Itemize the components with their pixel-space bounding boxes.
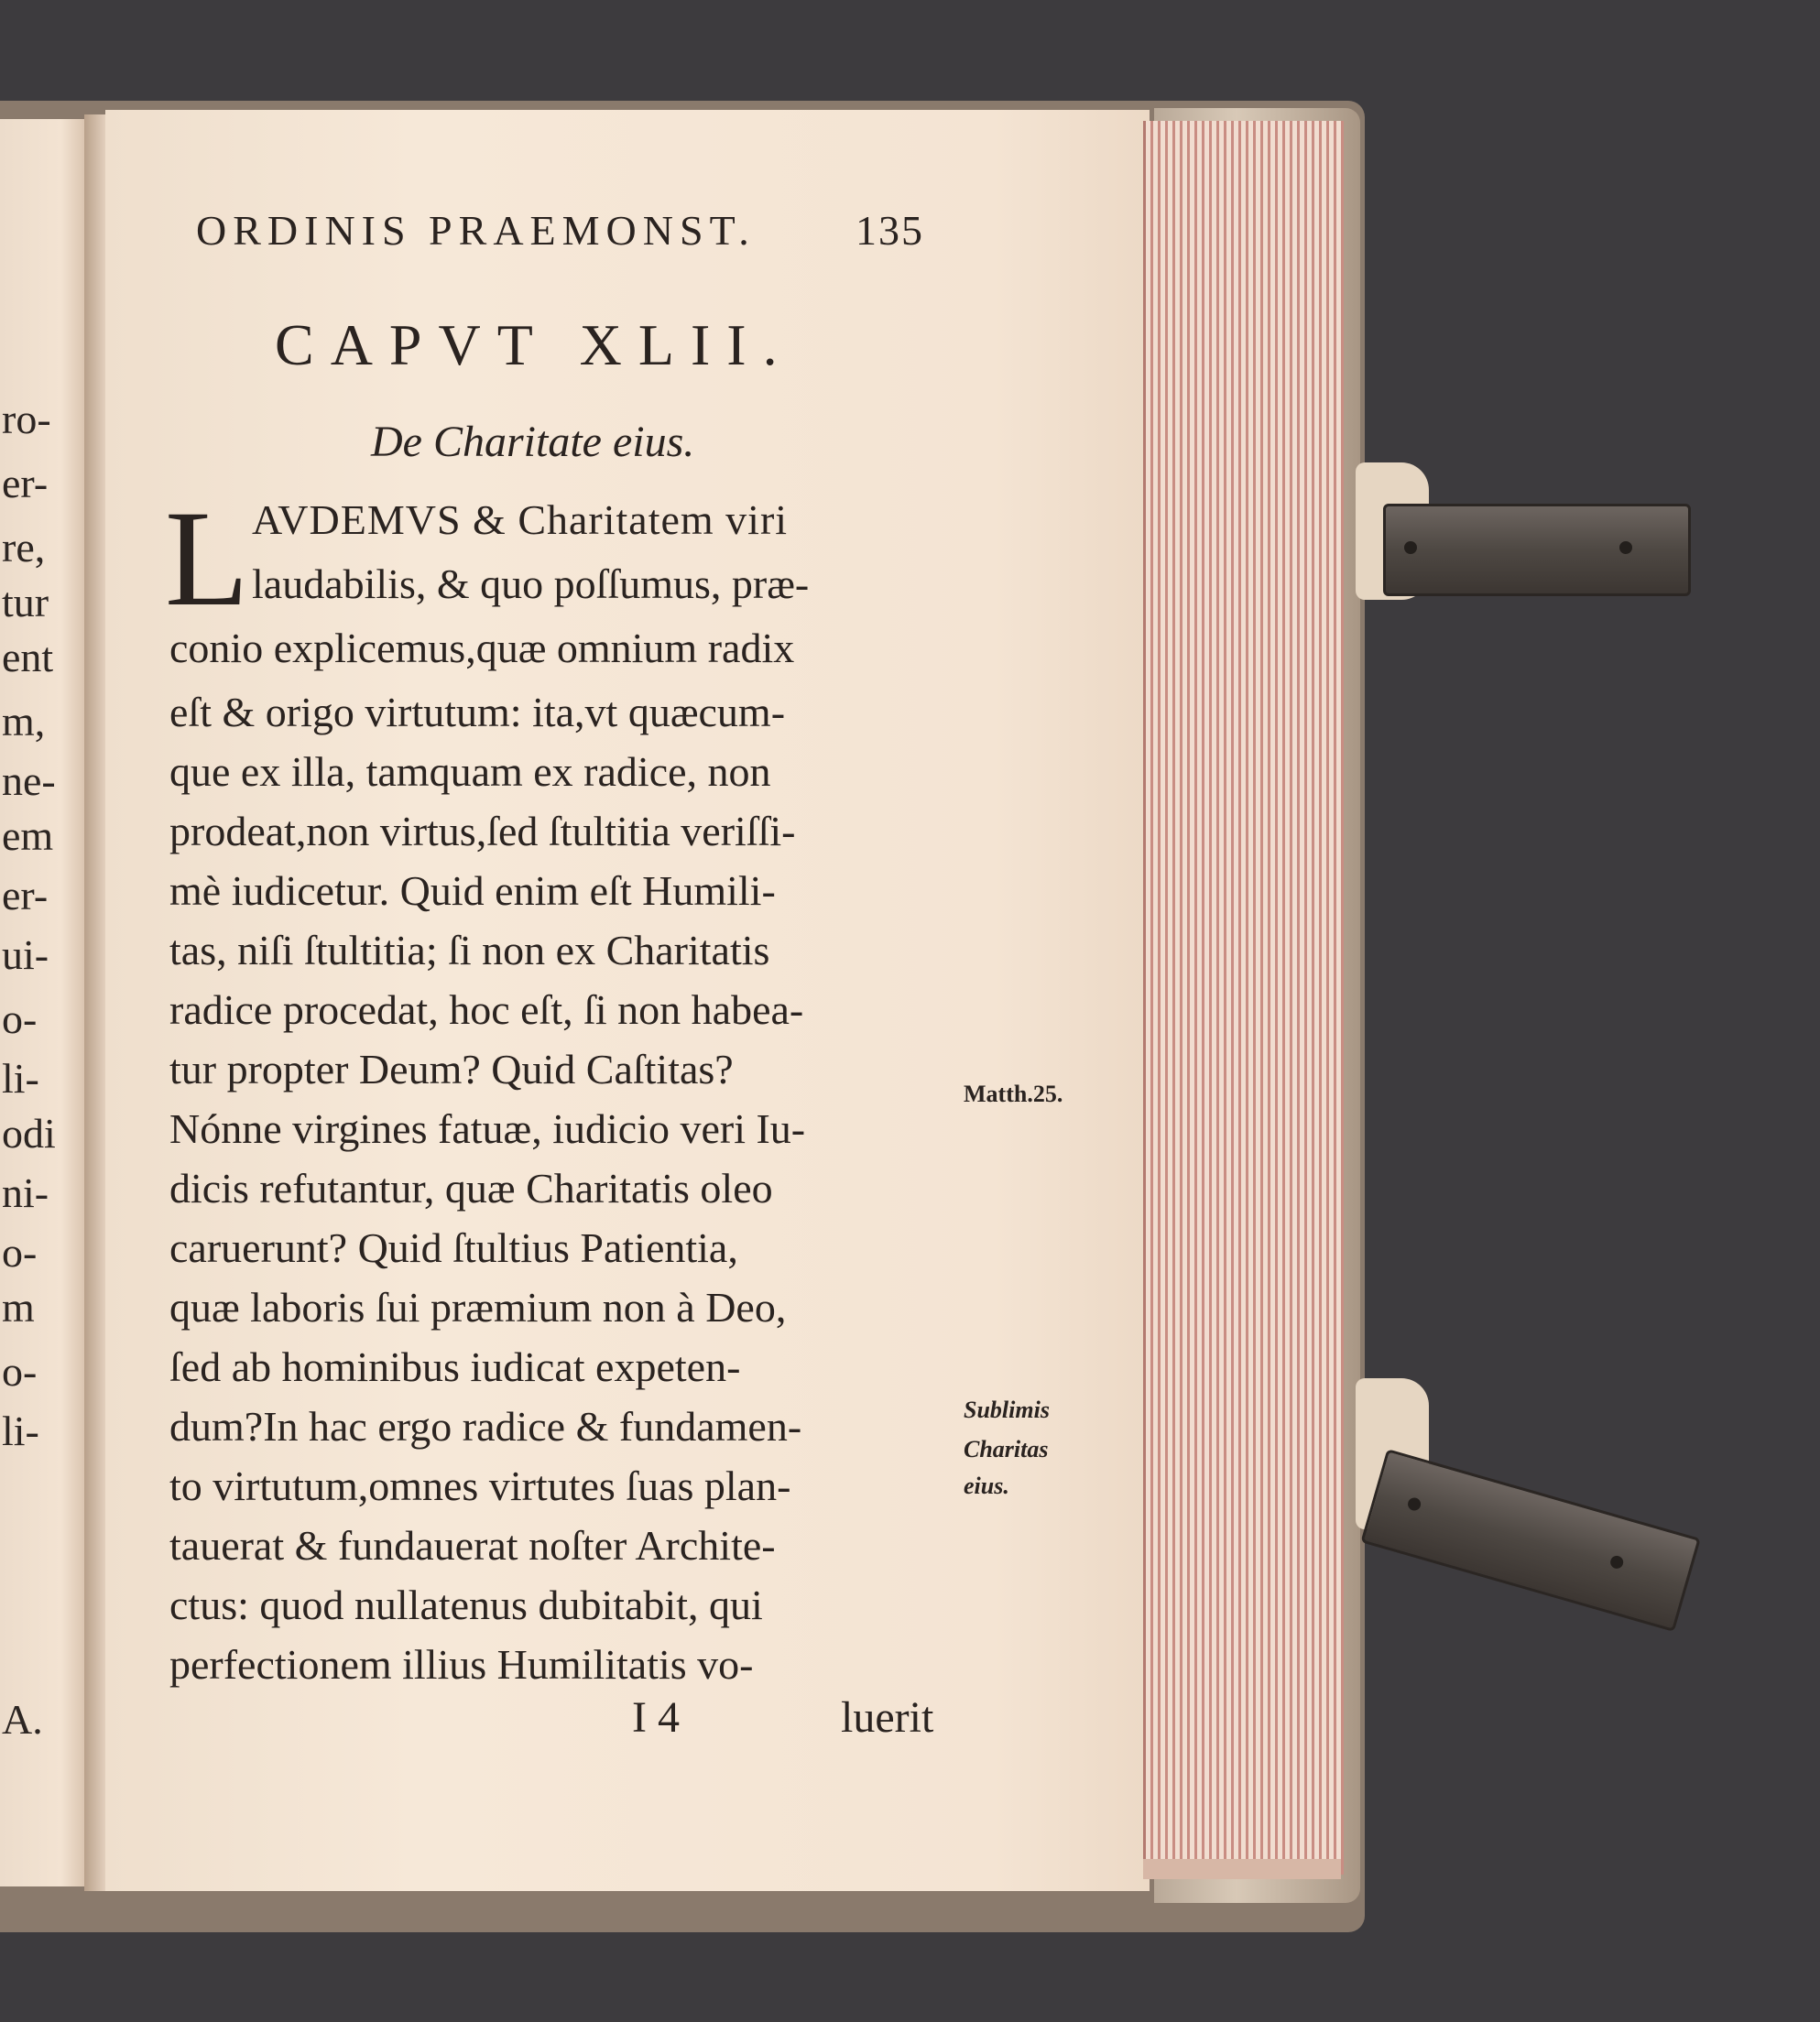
signature-mark: I 4 bbox=[632, 1693, 680, 1742]
left-page-fragment: ent bbox=[2, 634, 54, 680]
running-head-title: ORDINIS PRAEMONST. bbox=[196, 207, 756, 254]
body-line: perfectionem illius Humilitatis vo- bbox=[169, 1641, 754, 1688]
body-line: dum?In hac ergo radice & fundamen- bbox=[169, 1403, 802, 1450]
left-page-fragment: tur bbox=[2, 579, 49, 625]
chapter-subtitle: De Charitate eius. bbox=[371, 418, 695, 466]
body-line: laudabilis, & quo poſſumus, præ- bbox=[252, 560, 810, 607]
left-page-fragment: ni- bbox=[2, 1169, 49, 1216]
left-page-fragment: odi bbox=[2, 1110, 56, 1157]
body-line: Nónne virgines fatuæ, iudicio veri Iu- bbox=[169, 1105, 806, 1152]
body-line: caruerunt? Quid ſtultius Patientia, bbox=[169, 1224, 738, 1271]
left-page-fragment: em bbox=[2, 812, 54, 859]
chapter-title: CAPVT XLII. bbox=[275, 312, 794, 377]
body-line: tur propter Deum? Quid Caſtitas? bbox=[169, 1046, 734, 1093]
left-page-fragment: li- bbox=[2, 1055, 39, 1102]
left-page-fragment: li- bbox=[2, 1408, 39, 1454]
body-line: radice procedat, hoc eſt, ſi non habea- bbox=[169, 986, 804, 1033]
body-line: ctus: quod nullatenus dubitabit, qui bbox=[169, 1582, 763, 1628]
left-page-fragment: er- bbox=[2, 872, 49, 919]
body-line: conio explicemus,quæ omnium radix bbox=[169, 625, 795, 671]
left-page-fragment: ne- bbox=[2, 757, 56, 804]
left-page-fragment: er- bbox=[2, 460, 49, 506]
body-line: tauerat & fundauerat noſter Archite- bbox=[169, 1522, 776, 1569]
body-line: tas, niſi ſtultitia; ſi non ex Charitatis bbox=[169, 927, 770, 973]
margin-note-line: Sublimis bbox=[964, 1397, 1050, 1423]
body-line: mè iudicetur. Quid enim eſt Humili- bbox=[169, 867, 776, 914]
margin-note-line: eius. bbox=[964, 1473, 1009, 1499]
left-page-fragment: o- bbox=[2, 995, 38, 1042]
left-page-fragment: o- bbox=[2, 1229, 38, 1276]
left-page-fragment: A. bbox=[2, 1696, 43, 1743]
body-line: quæ laboris ſui præmium non à Deo, bbox=[169, 1284, 787, 1331]
body-line: to virtutum,omnes virtutes ſuas plan- bbox=[169, 1462, 791, 1509]
margin-note-line: Charitas bbox=[964, 1436, 1049, 1462]
body-line: prodeat,non virtus,ſed ſtultitia veriſſi- bbox=[169, 808, 796, 854]
running-head bbox=[196, 206, 956, 255]
left-page-fragment: ui- bbox=[2, 931, 49, 978]
body-line: dicis refutantur, quæ Charitatis oleo bbox=[169, 1165, 773, 1212]
catchword: luerit bbox=[841, 1693, 934, 1742]
left-page-fragment: m bbox=[2, 1284, 35, 1331]
left-page-fragment: o- bbox=[2, 1348, 38, 1395]
left-page-fragment: ro- bbox=[2, 396, 51, 442]
body-line: AVDEMVS & Charitatem viri bbox=[252, 496, 789, 543]
body-line: ſed ab hominibus iudicat expeten- bbox=[169, 1343, 741, 1390]
left-page-fragment: re, bbox=[2, 524, 46, 571]
body-line: eſt & origo virtutum: ita,vt quæcum- bbox=[169, 689, 786, 735]
drop-cap: L bbox=[165, 483, 249, 635]
margin-note-reference: Matth.25. bbox=[964, 1081, 1063, 1107]
left-page-fragment: m, bbox=[2, 698, 46, 745]
body-line: que ex illa, tamquam ex radice, non bbox=[169, 748, 771, 795]
page-number: 135 bbox=[856, 207, 924, 254]
